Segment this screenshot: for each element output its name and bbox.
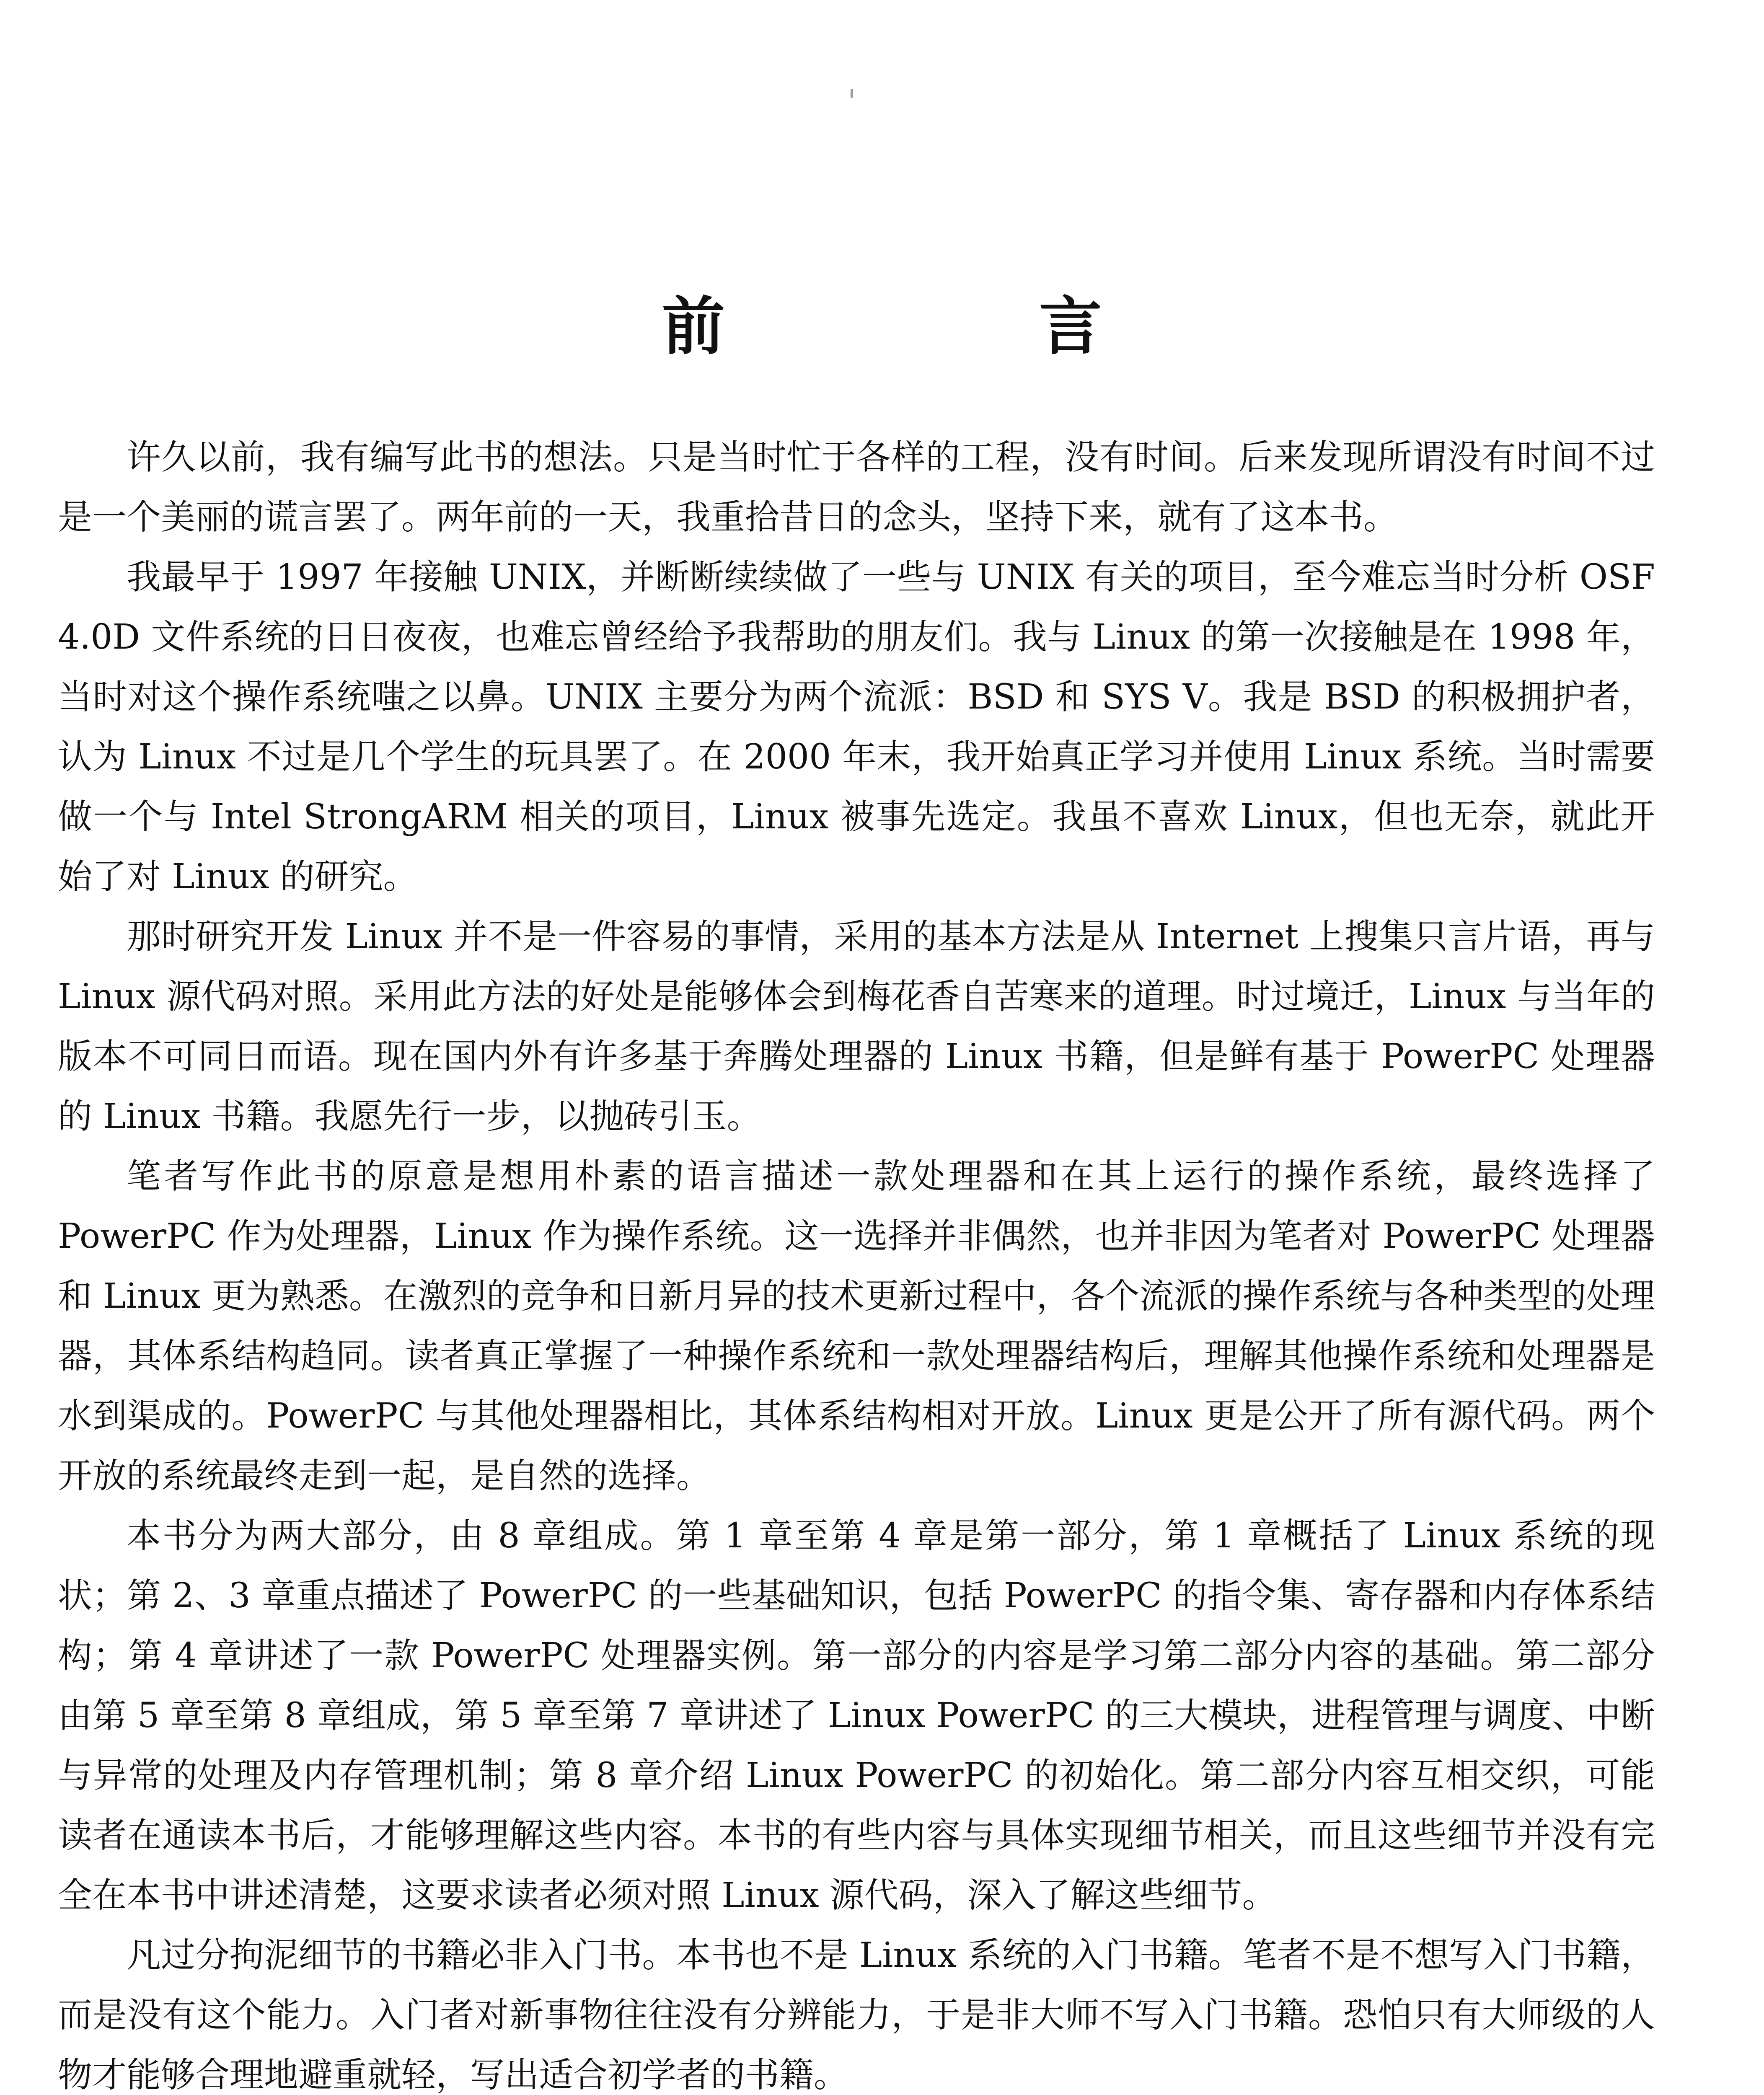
paragraph: 本书分为两大部分，由 8 章组成。第 1 章至第 4 章是第一部分，第 1 章概括了 Linux 系统的现状；第 2、3 章重点描述了 PowerPC 的一些基础知识，包括 PowerPC 的指令集、寄存器和内存体系结构；第 4 章讲述了一款 PowerPC 处理器实例。第一部分的内容是学习第二部分内容的基础。第二部分由第 5 章至第 8 章组成，第 5 章至第 7 章讲述了 Linux PowerPC 的三大模块，进程管理与调度、中断与异常的处理及内存管理机制；第 8 章介绍 Linux PowerPC 的初始化。第二部分内容互相交织，可能读者在通读本书后，才能够理解这些内容。本书的有些内容与具体实现细节相关，而且这些细节并没有完全在本书中讲述清楚，这要求读者必须对照 Linux 源代码，深入了解这些细节。 <box>58 1516 1655 1915</box>
scan-mark <box>851 89 853 98</box>
paragraph: 笔者写作此书的原意是想用朴素的语言描述一款处理器和在其上运行的操作系统，最终选择了 PowerPC 作为处理器，Linux 作为操作系统。这一选择并非偶然，也并非因为笔者对 PowerPC 处理器和 Linux 更为熟悉。在激烈的竞争和日新月异的技术更新过程中，各个流派的操作系统与各种类型的处理器，其体系结构趋同。读者真正掌握了一种操作系统和一款处理器结构后，理解其他操作系统和处理器是水到渠成的。PowerPC 与其他处理器相比，其体系结构相对开放。Linux 更是公开了所有源代码。两个开放的系统最终走到一起，是自然的选择。 <box>58 1156 1655 1496</box>
paragraph: 许久以前，我有编写此书的想法。只是当时忙于各样的工程，没有时间。后来发现所谓没有时间不过是一个美丽的谎言罢了。两年前的一天，我重拾昔日的念头，坚持下来，就有了这本书。 <box>58 437 1655 537</box>
paragraph: 凡过分拘泥细节的书籍必非入门书。本书也不是 Linux 系统的入门书籍。笔者不是不想写入门书籍，而是没有这个能力。入门者对新事物往往没有分辨能力，于是非大师不写入门书籍。恐怕只有大师级的人物才能够合理地避重就轻，写出适合初学者的书籍。 <box>58 1935 1655 2095</box>
paragraph: 我最早于 1997 年接触 UNIX，并断断续续做了一些与 UNIX 有关的项目，至今难忘当时分析 OSF 4.0D 文件系统的日日夜夜，也难忘曾经给予我帮助的朋友们。我与 Linux 的第一次接触是在 1998 年，当时对这个操作系统嗤之以鼻。UNIX 主要分为两个流派：BSD 和 SYS V。我是 BSD 的积极拥护者，认为 Linux 不过是几个学生的玩具罢了。在 2000 年末，我开始真正学习并使用 Linux 系统。当时需要做一个与 Intel StrongARM 相关的项目，Linux 被事先选定。我虽不喜欢 Linux，但也无奈，就此开始了对 Linux 的研究。 <box>58 557 1655 897</box>
paragraph: 那时研究开发 Linux 并不是一件容易的事情，采用的基本方法是从 Internet 上搜集只言片语，再与 Linux 源代码对照。采用此方法的好处是能够体会到梅花香自苦寒来的道理。时过境迁，Linux 与当年的版本不可同日而语。现在国内外有许多基于奔腾处理器的 Linux 书籍，但是鲜有基于 PowerPC 处理器的 Linux 书籍。我愿先行一步，以抛砖引玉。 <box>58 917 1655 1136</box>
page-title: 前 言 <box>662 290 1228 363</box>
preface-body <box>58 427 1655 2095</box>
